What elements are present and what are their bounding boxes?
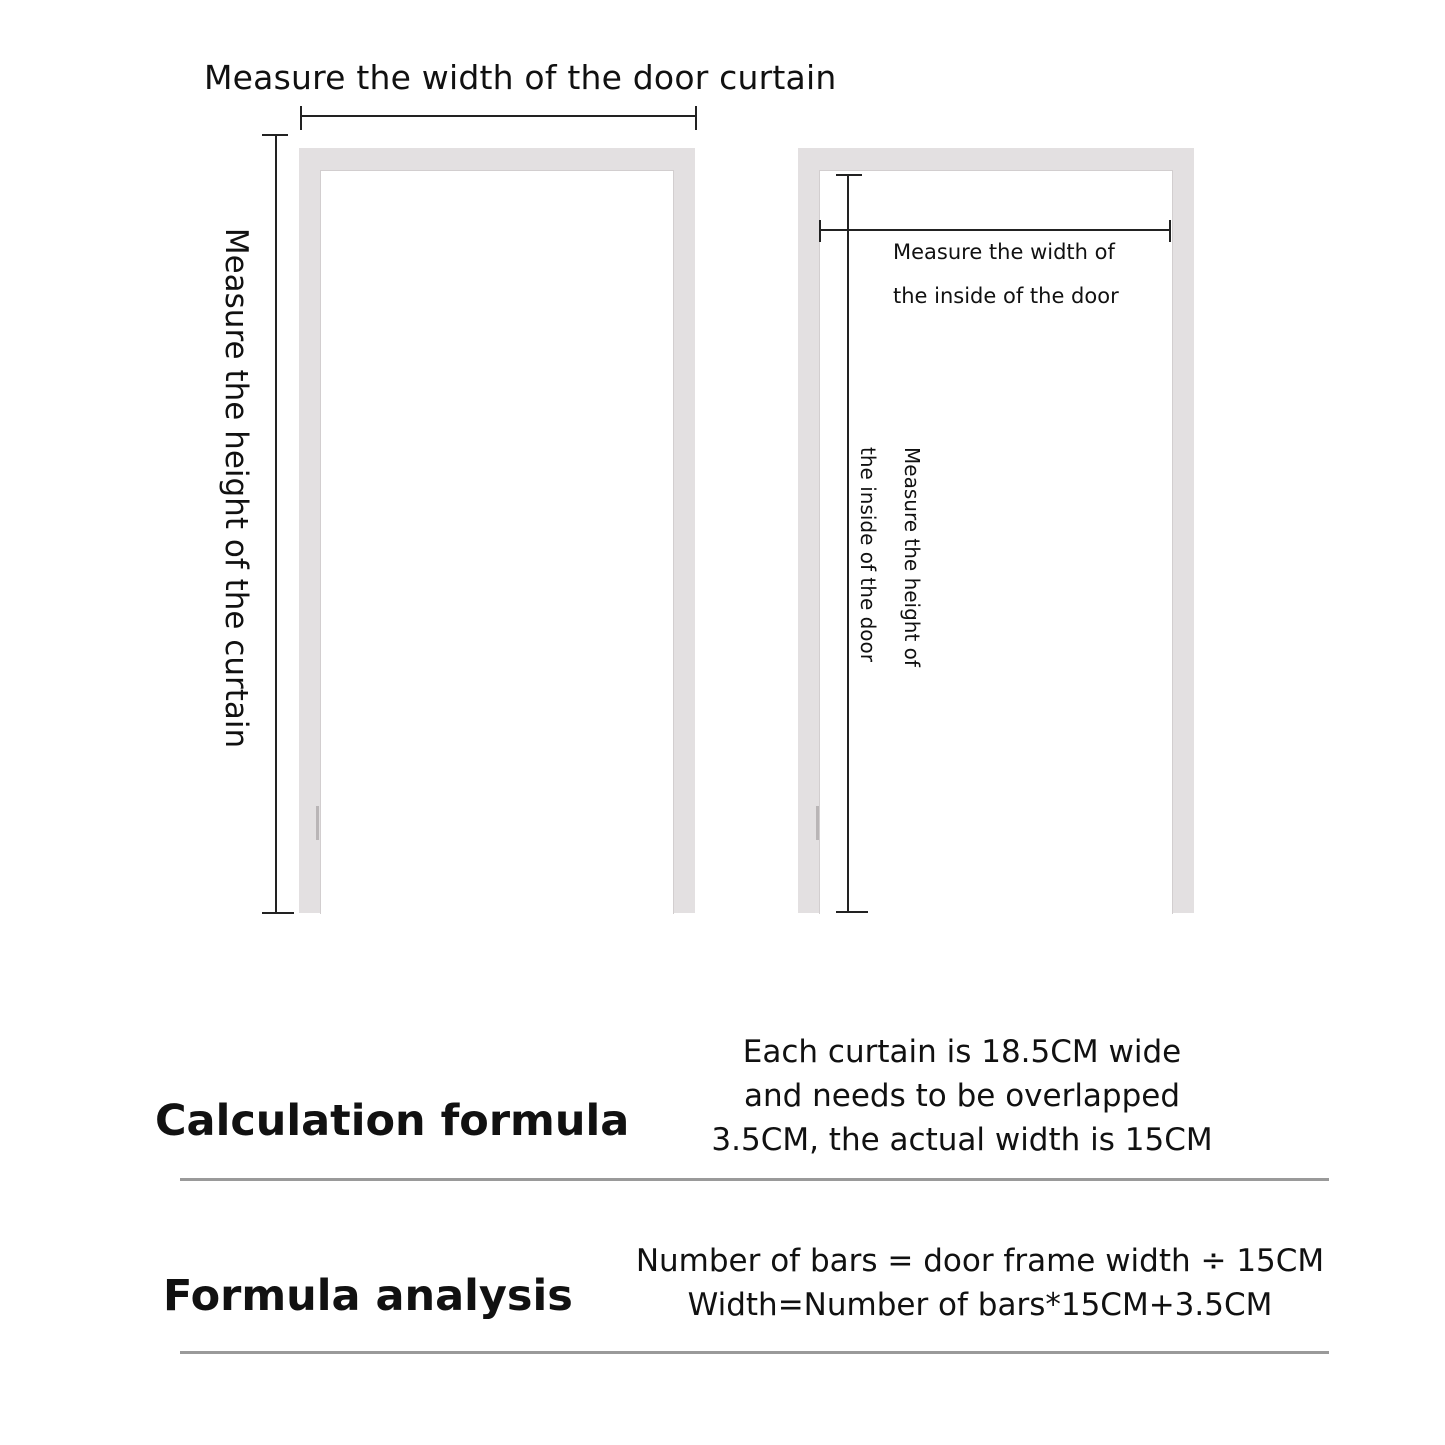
- divider-1: [180, 1178, 1329, 1181]
- left-height-measure-line: [275, 135, 277, 914]
- right-height-label-line1: Measure the height of: [900, 447, 924, 667]
- formula-analysis-title: Formula analysis: [163, 1271, 573, 1321]
- left-height-label: Measure the height of the curtain: [218, 227, 254, 749]
- left-width-label: Measure the width of the door curtain: [204, 58, 837, 97]
- left-door-hinge: [316, 806, 319, 840]
- right-door-hinge: [816, 806, 819, 840]
- right-width-measure-tick-end: [1169, 220, 1171, 242]
- left-width-measure-line: [301, 115, 696, 117]
- formula-analysis-text: [636, 1239, 1324, 1327]
- right-height-label-line2: the inside of the door: [856, 447, 880, 662]
- right-height-measure-tick-top: [836, 174, 862, 176]
- right-width-measure-tick-start: [819, 220, 821, 242]
- calculation-line-1: Each curtain is 18.5CM wide: [742, 1034, 1182, 1070]
- divider-2: [180, 1351, 1329, 1354]
- left-door-opening: [320, 170, 674, 914]
- right-height-label: [846, 447, 934, 667]
- left-width-measure-tick-end: [695, 106, 697, 130]
- calculation-formula-title: Calculation formula: [155, 1096, 630, 1146]
- right-width-label: [893, 230, 1143, 318]
- left-height-measure-tick-bottom: [262, 912, 294, 914]
- analysis-line-1: Number of bars = door frame width ÷ 15CM: [635, 1243, 1325, 1279]
- left-height-measure-tick-top: [262, 134, 288, 136]
- calculation-line-2: and needs to be overlapped: [743, 1078, 1181, 1114]
- left-width-measure-tick-start: [300, 106, 302, 130]
- right-height-measure-tick-bottom: [836, 911, 868, 913]
- calculation-formula-text: [711, 1030, 1212, 1162]
- right-width-label-line2: the inside of the door: [893, 284, 1119, 308]
- calculation-line-3: 3.5CM, the actual width is 15CM: [711, 1122, 1213, 1158]
- right-width-label-line1: Measure the width of: [893, 240, 1115, 264]
- analysis-line-2: Width=Number of bars*15CM+3.5CM: [687, 1287, 1273, 1323]
